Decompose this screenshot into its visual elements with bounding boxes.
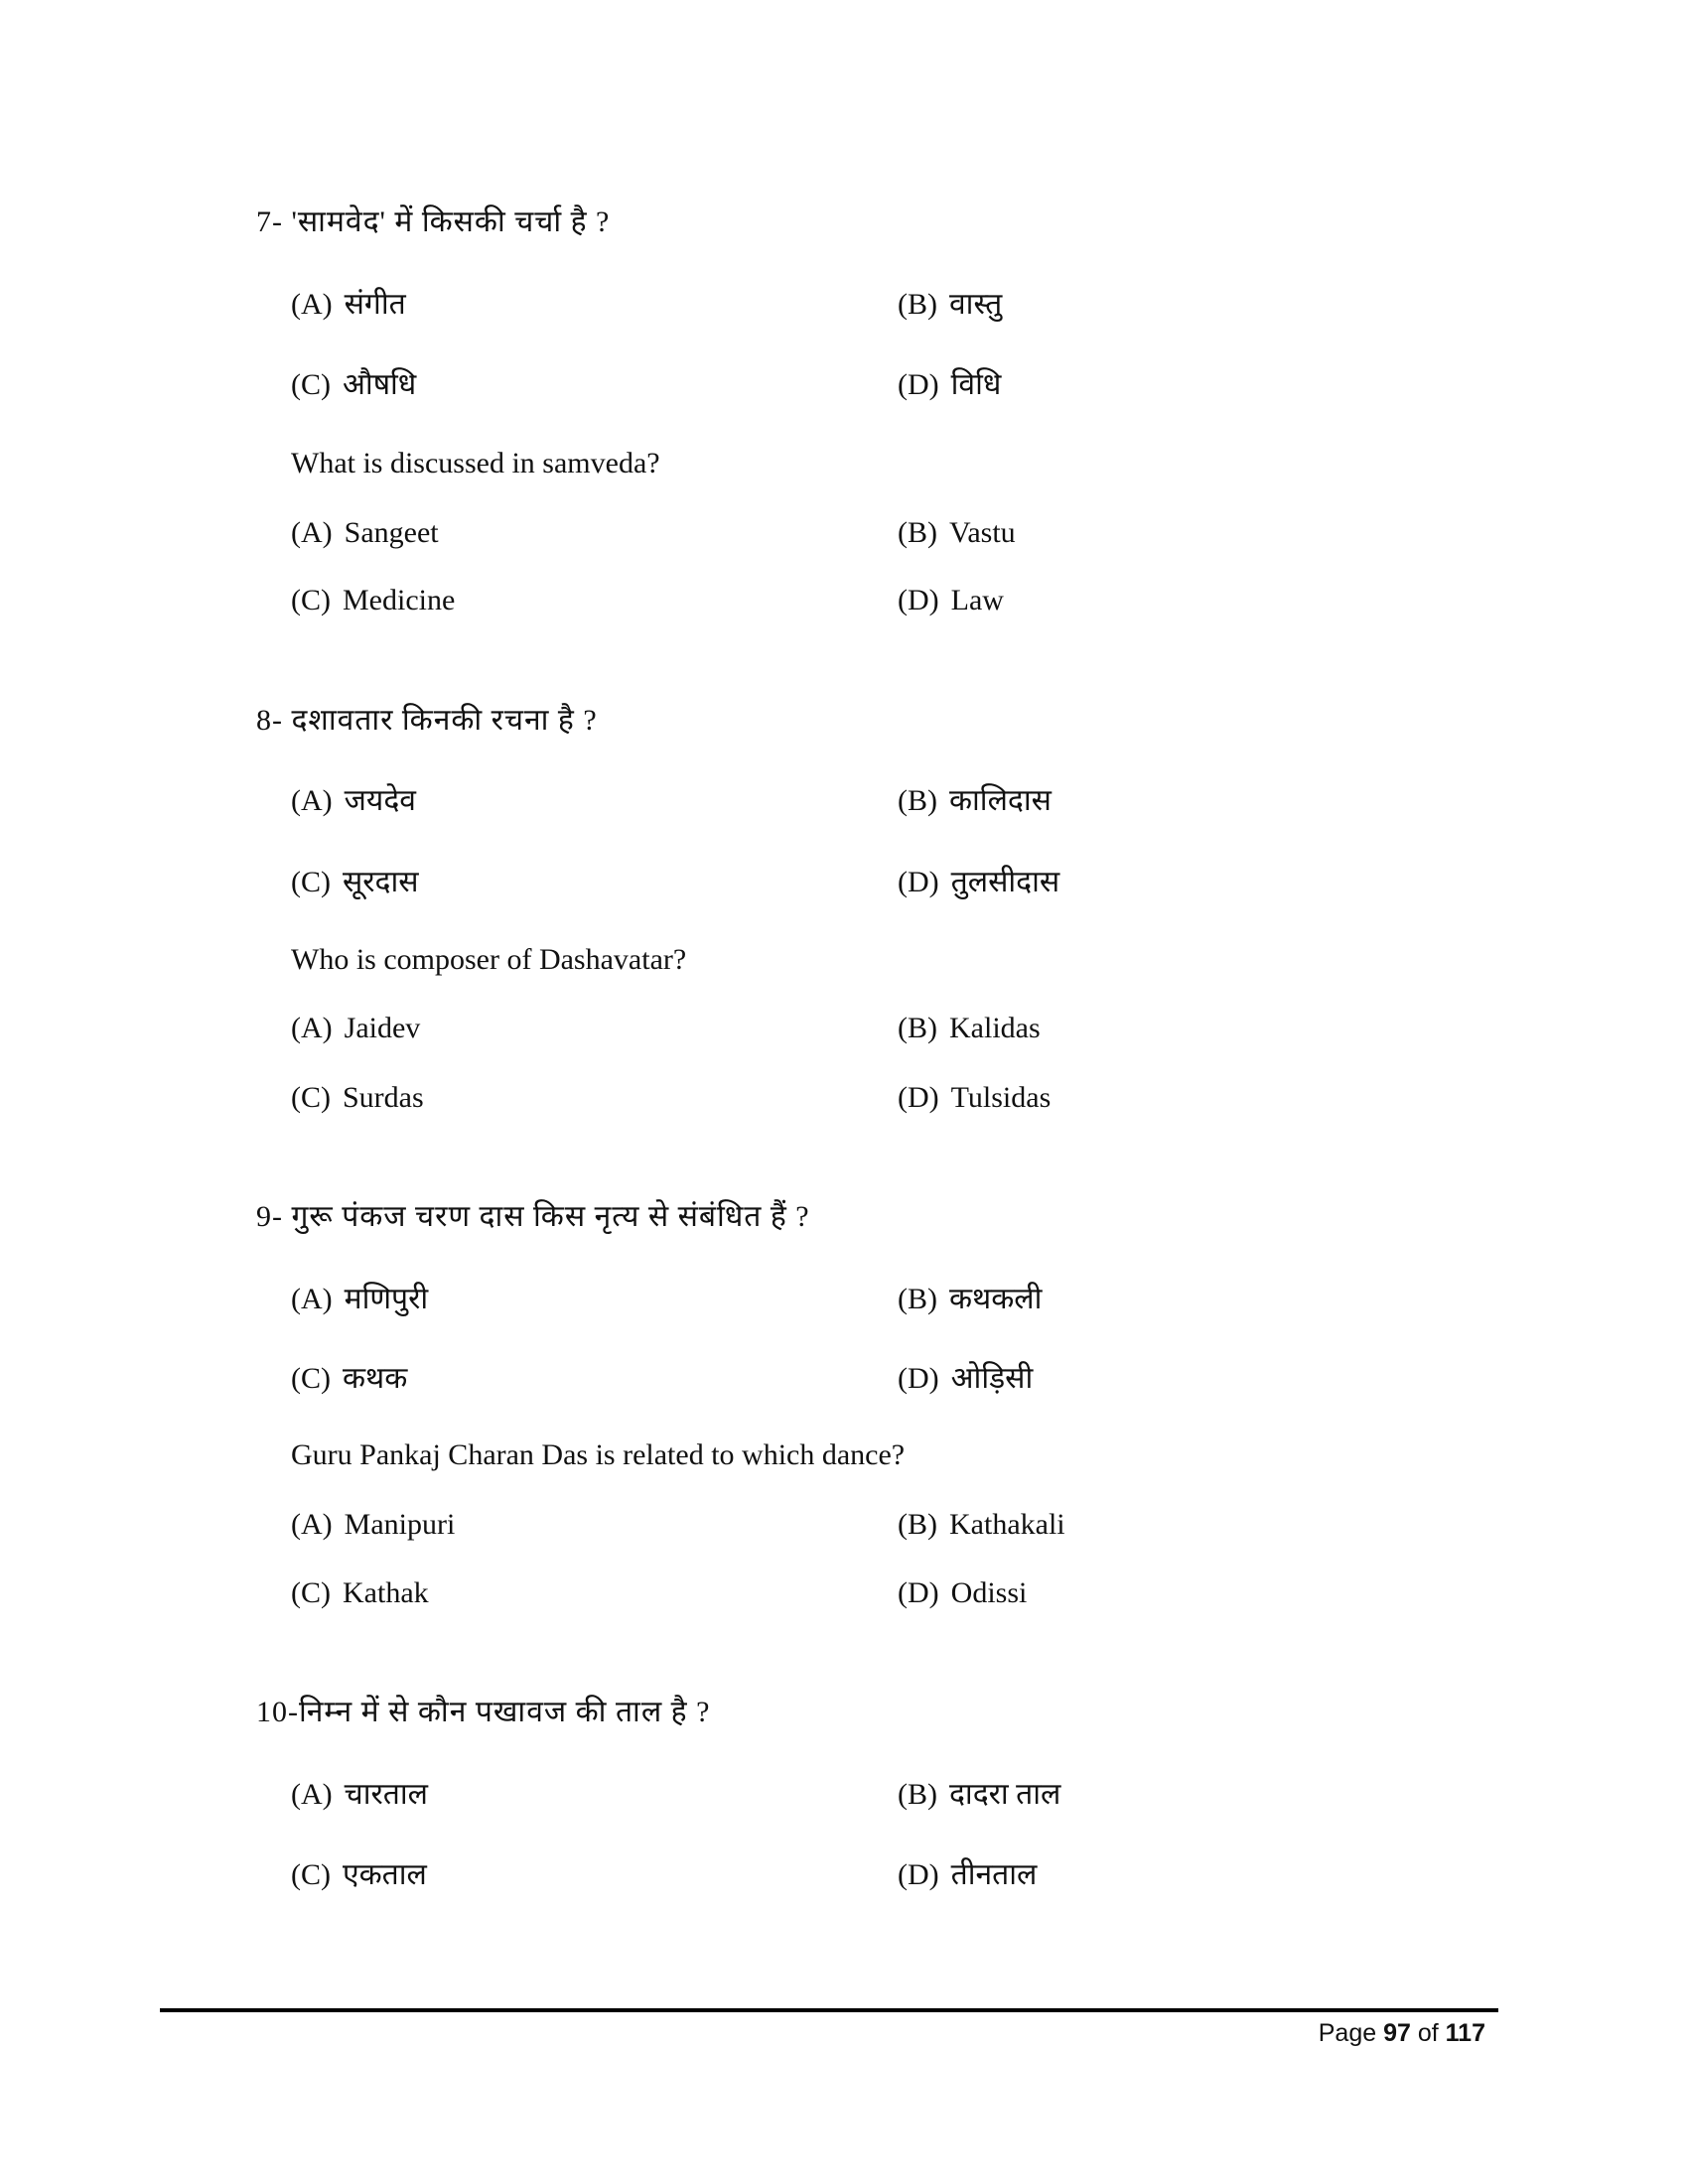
option-text: कथक — [343, 1362, 408, 1395]
option-b — [898, 1280, 1042, 1319]
option-a — [291, 285, 406, 325]
option-d — [898, 365, 1001, 405]
option-b — [898, 1775, 1060, 1815]
option-text: चारताल — [344, 1778, 428, 1811]
option-label: (D) — [898, 1576, 939, 1609]
option-a — [291, 513, 439, 553]
option-text: Surdas — [343, 1081, 424, 1114]
option-text: Medicine — [343, 584, 456, 616]
option-c — [291, 365, 416, 405]
option-b — [898, 513, 1016, 553]
question-hindi: 9- गुरू पंकज चरण दास किस नृत्य से संबंधित हैं ? — [256, 1200, 810, 1233]
option-c — [291, 1078, 424, 1118]
option-label: (D) — [898, 1858, 939, 1891]
option-label: (B) — [898, 288, 937, 321]
option-text: संगीत — [344, 288, 406, 321]
option-label: (D) — [898, 368, 939, 401]
footer-rule — [160, 2008, 1498, 2012]
question-english: Guru Pankaj Charan Das is related to which dance? — [291, 1438, 906, 1471]
option-b — [898, 285, 1002, 325]
option-label: (A) — [291, 288, 333, 321]
question-english: Who is composer of Dashavatar? — [291, 943, 687, 976]
option-d — [898, 581, 1004, 620]
option-a — [291, 1505, 455, 1545]
option-text: दादरा ताल — [949, 1778, 1061, 1811]
option-a — [291, 1280, 428, 1319]
option-c — [291, 1573, 429, 1613]
option-label: (C) — [291, 1362, 331, 1395]
option-label: (B) — [898, 1283, 937, 1315]
option-text: जयदेव — [344, 784, 416, 817]
option-text: Odissi — [950, 1576, 1028, 1609]
question-hindi: 10-निम्न में से कौन पखावज की ताल है ? — [256, 1696, 711, 1728]
option-a — [291, 1009, 420, 1048]
page-number — [1319, 2019, 1485, 2048]
page-word: Page — [1318, 2019, 1377, 2047]
option-label: (B) — [898, 1778, 937, 1811]
option-label: (C) — [291, 866, 331, 898]
option-text: तीनताल — [950, 1858, 1038, 1891]
option-label: (C) — [291, 1081, 331, 1114]
option-text: Sangeet — [344, 516, 439, 549]
option-b — [898, 1009, 1041, 1048]
option-label: (D) — [898, 1081, 939, 1114]
option-label: (C) — [291, 1858, 331, 1891]
option-text: Kalidas — [949, 1012, 1041, 1044]
option-label: (C) — [291, 1576, 331, 1609]
option-text: विधि — [950, 368, 1002, 401]
option-label: (B) — [898, 1012, 937, 1044]
option-text: कथकली — [949, 1283, 1043, 1315]
question-english: What is discussed in samveda? — [291, 447, 660, 479]
option-text: Tulsidas — [950, 1081, 1052, 1114]
option-d — [898, 1855, 1037, 1895]
option-label: (A) — [291, 1283, 333, 1315]
question-hindi: 8- दशावतार किनकी रचना है ? — [256, 704, 598, 737]
option-text: Jaidev — [344, 1012, 421, 1044]
option-label: (A) — [291, 1508, 333, 1541]
current-page: 97 — [1383, 2019, 1411, 2047]
option-label: (A) — [291, 1778, 333, 1811]
option-label: (B) — [898, 516, 937, 549]
option-text: वास्तु — [949, 288, 1003, 321]
option-b — [898, 1505, 1065, 1545]
option-label: (B) — [898, 784, 937, 817]
option-text: Manipuri — [344, 1508, 456, 1541]
option-text: एकताल — [343, 1858, 427, 1891]
option-text: Law — [950, 584, 1004, 616]
option-label: (B) — [898, 1508, 937, 1541]
option-c — [291, 1855, 427, 1895]
option-label: (A) — [291, 516, 333, 549]
option-d — [898, 1078, 1051, 1118]
option-label: (D) — [898, 866, 939, 898]
option-a — [291, 781, 416, 821]
option-a — [291, 1775, 428, 1815]
option-d — [898, 1573, 1027, 1613]
option-label: (C) — [291, 584, 331, 616]
option-c — [291, 863, 419, 902]
option-label: (A) — [291, 784, 333, 817]
option-b — [898, 781, 1052, 821]
option-text: तुलसीदास — [950, 866, 1060, 898]
option-text: ओड़िसी — [950, 1362, 1034, 1395]
option-d — [898, 1359, 1033, 1399]
option-text: सूरदास — [343, 866, 419, 898]
option-text: मणिपुरी — [344, 1283, 429, 1315]
question-hindi: 7- 'सामवेद' में किसकी चर्चा है ? — [256, 205, 611, 238]
option-d — [898, 863, 1059, 902]
option-c — [291, 1359, 407, 1399]
option-label: (C) — [291, 368, 331, 401]
option-text: Kathak — [343, 1576, 429, 1609]
option-label: (D) — [898, 584, 939, 616]
option-text: Vastu — [949, 516, 1016, 549]
option-label: (A) — [291, 1012, 333, 1044]
option-text: औषधि — [343, 368, 417, 401]
of-word: of — [1417, 2019, 1439, 2047]
option-label: (D) — [898, 1362, 939, 1395]
option-text: कालिदास — [949, 784, 1052, 817]
total-pages: 117 — [1445, 2019, 1485, 2047]
option-c — [291, 581, 455, 620]
option-text: Kathakali — [949, 1508, 1065, 1541]
